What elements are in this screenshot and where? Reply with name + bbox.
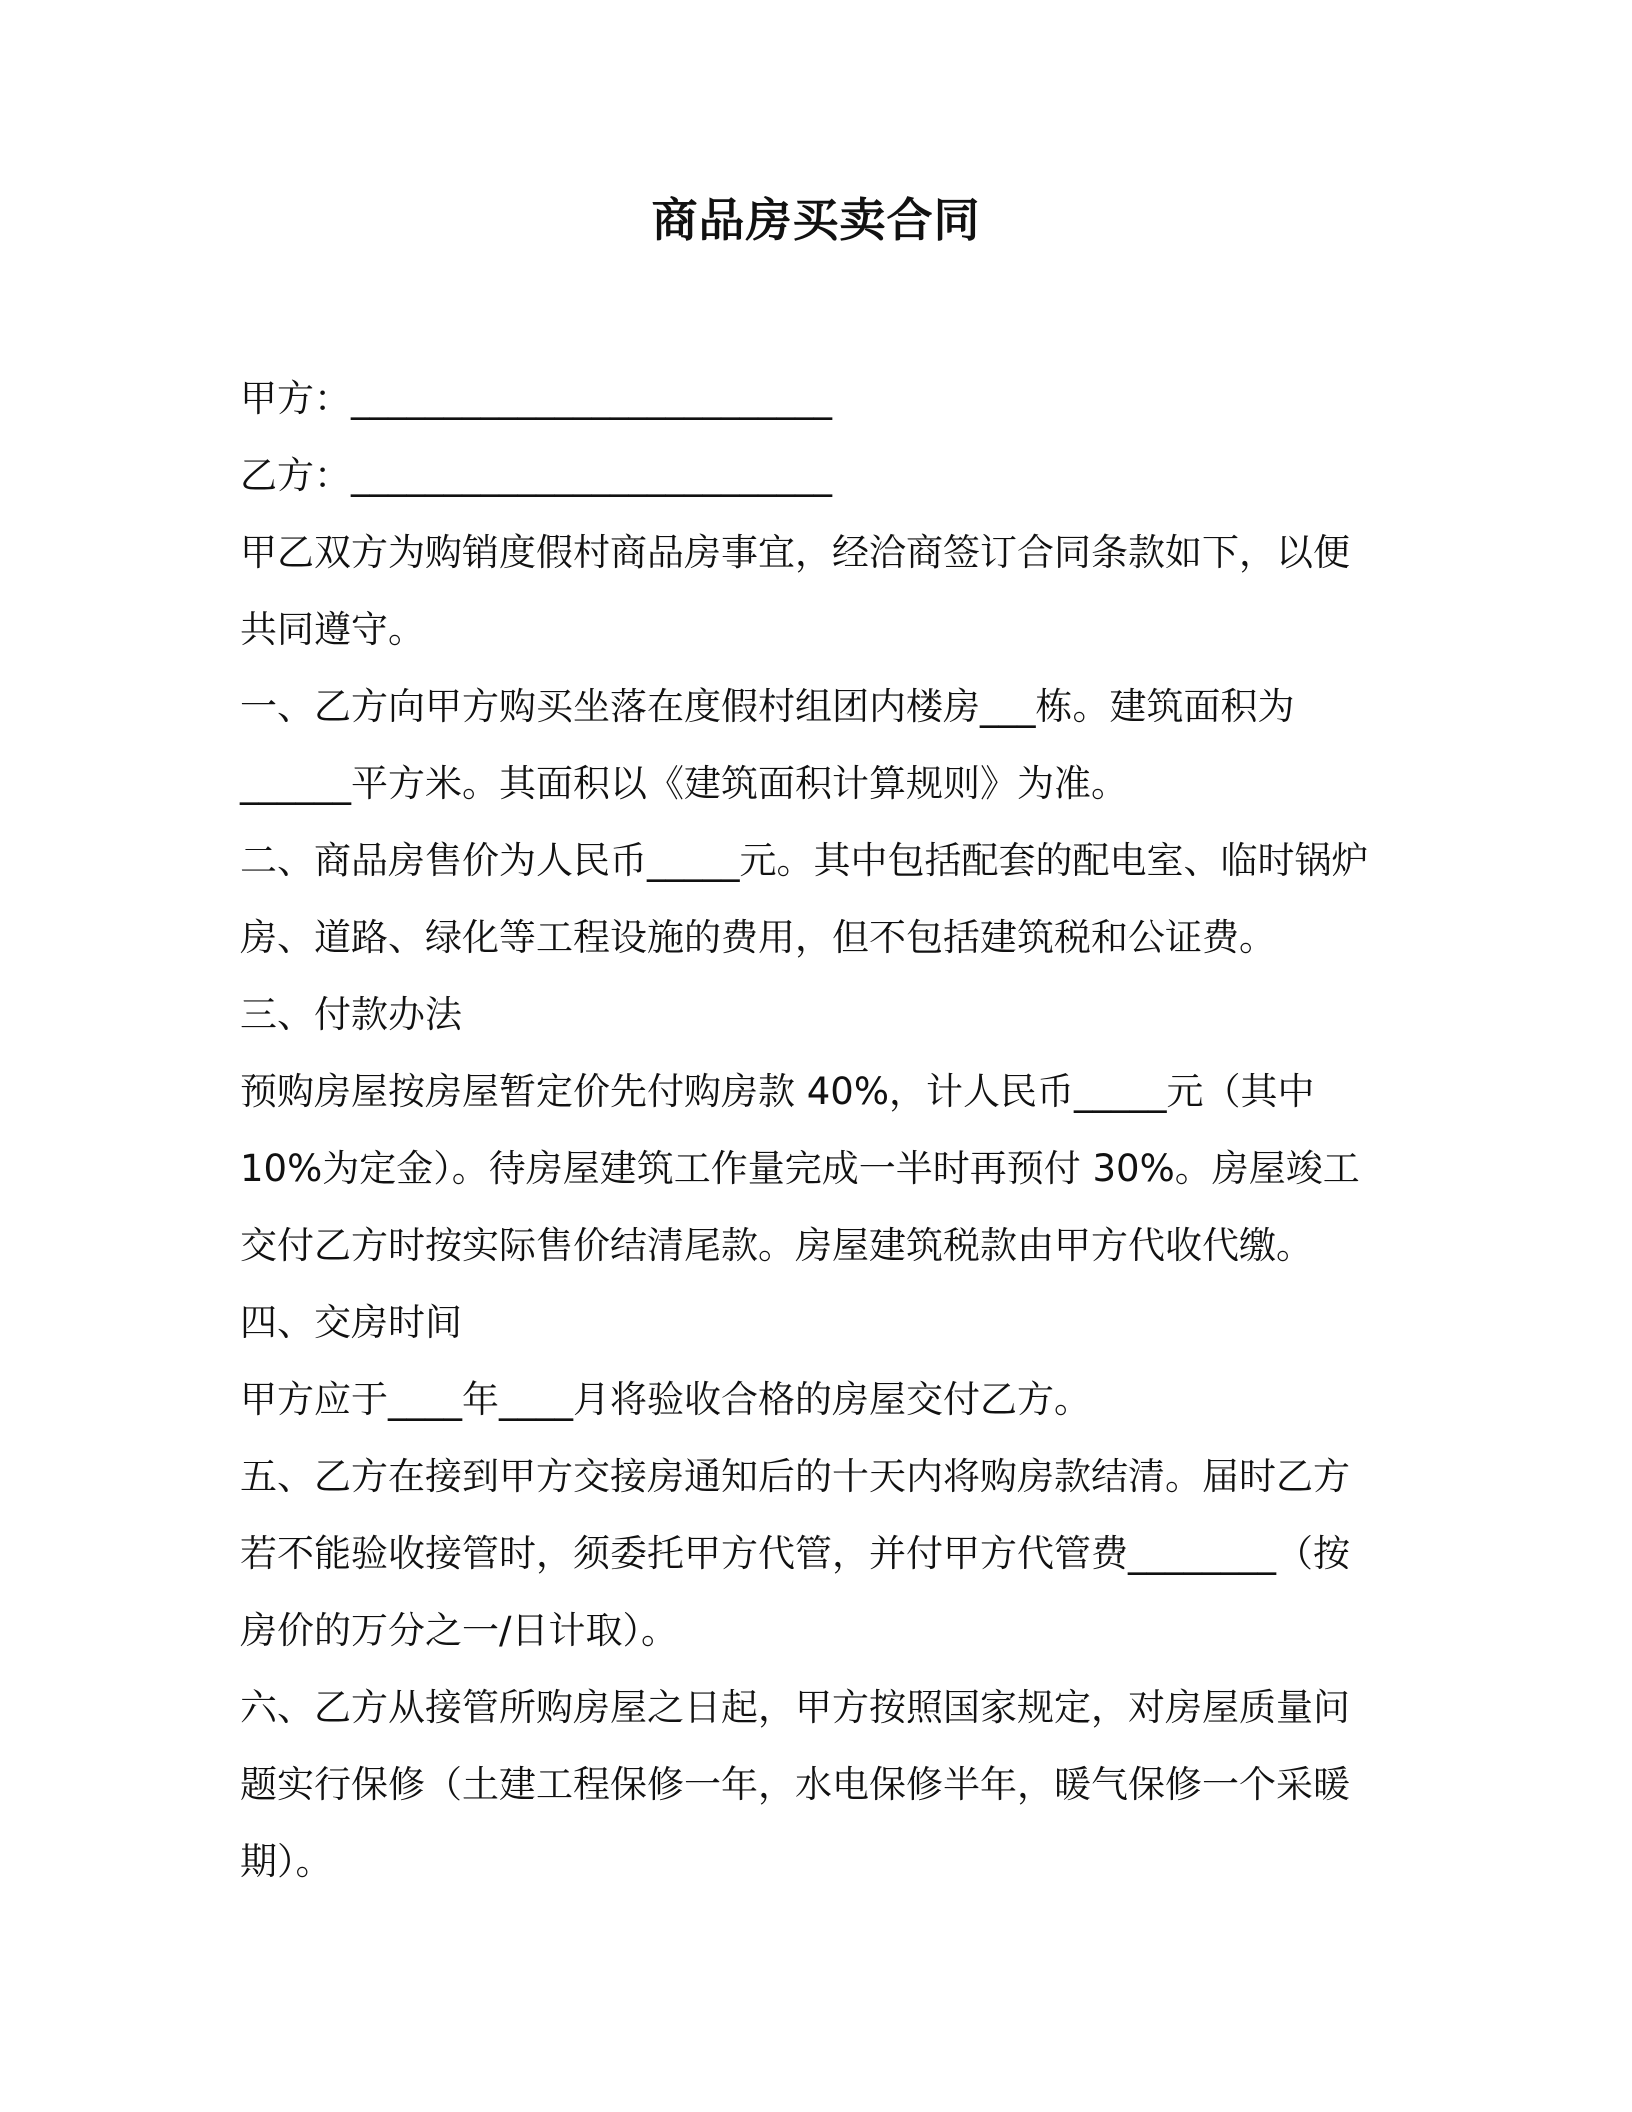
party-b-line: 乙方：__________________________: [240, 454, 832, 497]
clause-5-line-2: 若不能验收接管时，须委托甲方代管，并付甲方代管费________（按: [240, 1532, 1350, 1575]
clause-3-line-1: 预购房屋按房屋暂定价先付购房款 40%，计人民币_____元（其中: [240, 1070, 1315, 1113]
clause-5-line-1: 五、乙方在接到甲方交接房通知后的十天内将购房款结清。届时乙方: [240, 1455, 1350, 1498]
clause-3-line-2: 10%为定金）。待房屋建筑工作量完成一半时再预付 30%。房屋竣工: [240, 1147, 1360, 1190]
party-a-line: 甲方：__________________________: [240, 377, 832, 420]
clause-6-line-3: 期）。: [240, 1840, 333, 1883]
preamble-line-1: 甲乙双方为购销度假村商品房事宜，经洽商签订合同条款如下，以便: [240, 531, 1350, 574]
clause-4-heading: 四、交房时间: [240, 1301, 462, 1344]
contract-body: [240, 360, 1400, 1900]
clause-5-line-3: 房价的万分之一/日计取）。: [240, 1609, 678, 1652]
preamble-line-2: 共同遵守。: [240, 608, 425, 651]
document-title: 商品房买卖合同: [651, 193, 981, 247]
clause-6-line-2: 题实行保修（土建工程保修一年，水电保修半年，暖气保修一个采暖: [240, 1763, 1350, 1806]
clause-6-line-1: 六、乙方从接管所购房屋之日起，甲方按照国家规定，对房屋质量问: [240, 1686, 1350, 1729]
clause-2-line-2: 房、道路、绿化等工程设施的费用，但不包括建筑税和公证费。: [240, 916, 1276, 959]
clause-1-line-2: ______平方米。其面积以《建筑面积计算规则》为准。: [240, 762, 1128, 805]
clause-4-line-1: 甲方应于____年____月将验收合格的房屋交付乙方。: [240, 1378, 1091, 1421]
clause-3-heading: 三、付款办法: [240, 993, 462, 1036]
clause-3-line-3: 交付乙方时按实际售价结清尾款。房屋建筑税款由甲方代收代缴。: [240, 1224, 1313, 1267]
clause-1-line-1: 一、乙方向甲方购买坐落在度假村组团内楼房___栋。建筑面积为: [240, 685, 1295, 728]
clause-2-line-1: 二、商品房售价为人民币_____元。其中包括配套的配电室、临时锅炉: [240, 839, 1369, 882]
